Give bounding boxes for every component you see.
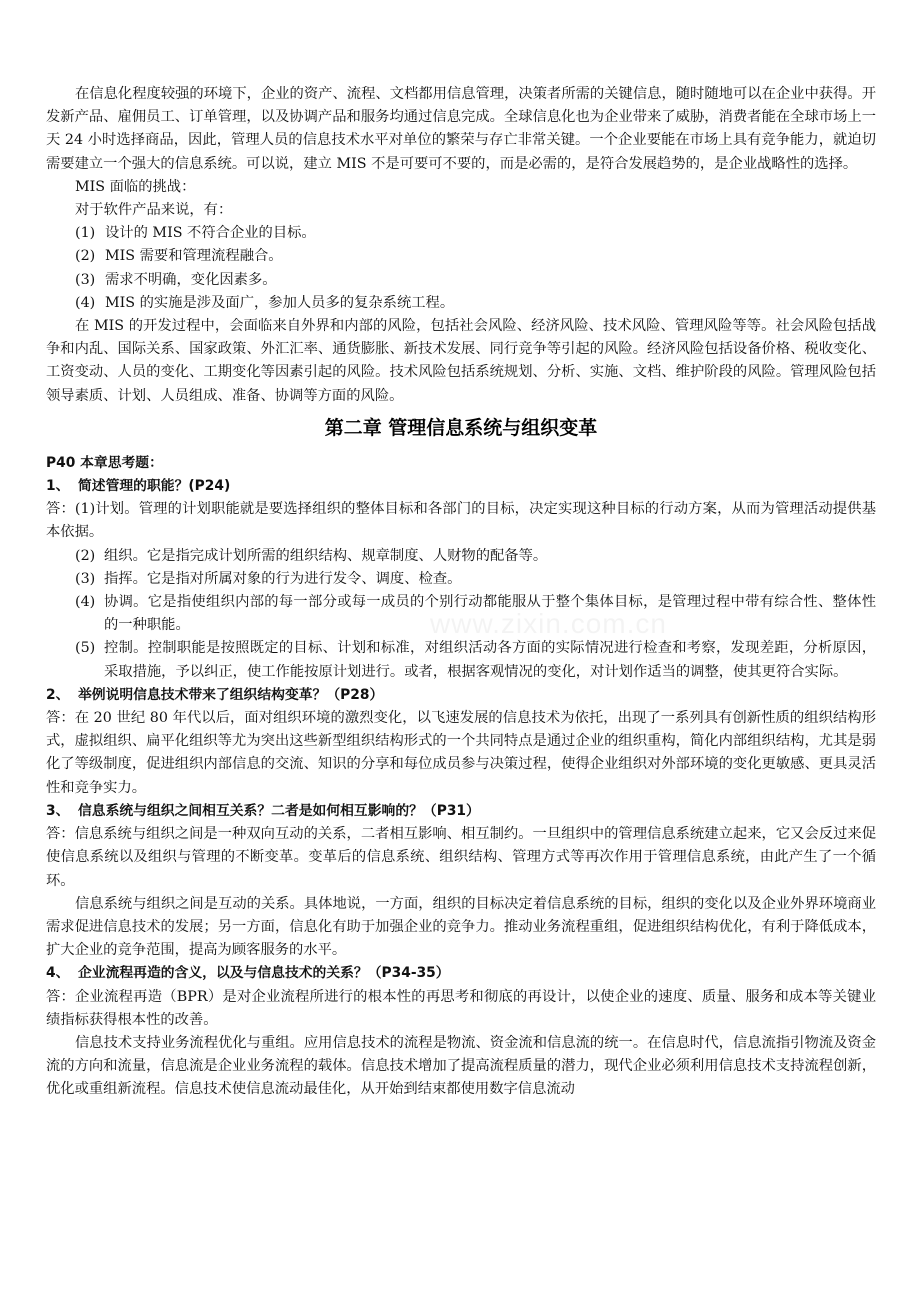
intro-paragraph: 在信息化程度较强的环境下，企业的资产、流程、文档都用信息管理，决策者所需的关键信息，随时随地可以在企业中获得。开发新产品、雇佣员工、订单管理，以及协调产品和服务均通过信息完成。全球信息化也为企业带来了威胁，消费者能在全球市场上一天 24 小时选择商品，因此，管理人员的信息技术水平对单位的繁荣与存亡非常关键。一个企业要能在市场上具有竞争能力，就迫切需要建立一个强大的信息系统。可以说，建立 MIS 不是可要可不要的，而是必需的，是符合发展趋势的，是企业战略性的选择。 xyxy=(46,86,876,172)
list-item xyxy=(46,545,876,568)
list-item xyxy=(46,269,876,292)
list-item-text: MIS 需要和管理流程融合。 xyxy=(105,248,283,265)
answer-3-text: 答：信息系统与组织之间是一种双向互动的关系，二者相互影响、相互制约。一旦组织中的管理信息系统建立起来，它又会反过来促使信息系统以及组织与管理的不断变革。变革后的信息系统、组织结构、管理方式等再次作用于管理信息系统，由此产生了一个循环。 xyxy=(46,826,876,889)
answer-3-paragraph-2: 信息系统与组织之间是互动的关系。具体地说，一方面，组织的目标决定着信息系统的目标，组织的变化以及企业外界环境商业需求促进信息技术的发展；另一方面，信息化有助于加强企业的竞争力。推动业务流程重组，促进组织结构优化，有利于降低成本，扩大企业的竞争范围，提高为顾客服务的水平。 xyxy=(46,895,876,959)
question-title: 企业流程再造的含义，以及与信息技术的关系？（P34-35） xyxy=(78,965,450,982)
list-item-text: MIS 的实施是涉及面广，参加人员多的复杂系统工程。 xyxy=(105,294,455,311)
document-page xyxy=(46,83,876,1102)
list-item-number: (4) xyxy=(75,594,96,611)
list-item-number: (3) xyxy=(75,570,96,587)
software-heading: 对于软件产品来说，有： xyxy=(75,202,233,219)
questions-heading: P40 本章思考题： xyxy=(46,454,163,471)
question-number: 1、 xyxy=(46,478,70,495)
list-item-text: 组织。它是指完成计划所需的组织结构、规章制度、人财物的配备等。 xyxy=(104,547,548,564)
list-item xyxy=(46,568,876,591)
list-item-number: (4) xyxy=(75,294,96,311)
question-title: 简述管理的职能？(P24) xyxy=(78,478,231,495)
answer-4-text: 答：企业流程再造（BPR）是对企业流程所进行的根本性的再思考和彻底的再设计，以使企业的速度、质量、服务和成本等关键业绩指标获得根本性的改善。 xyxy=(46,988,876,1028)
question-number: 2、 xyxy=(46,686,70,703)
question-title: 信息系统与组织之间相互关系？二者是如何相互影响的？（P31） xyxy=(78,802,480,819)
list-item-text: 指挥。它是指对所属对象的行为进行发令、调度、检查。 xyxy=(104,570,462,587)
answer-4-paragraph-2: 信息技术支持业务流程优化与重组。应用信息技术的流程是物流、资金流和信息流的统一。在信息时代，信息流指引物流及资金流的方向和流量，信息流是企业业务流程的载体。信息技术增加了提高流程质量的潜力，现代企业必须利用信息技术支持流程创新，优化或重组新流程。信息技术使信息流动最佳化，从开始到结束都使用数字信息流动 xyxy=(46,1034,876,1098)
list-item xyxy=(46,245,876,268)
challenge-heading: MIS 面临的挑战： xyxy=(75,178,196,195)
list-item-text: 设计的 MIS 不符合企业的目标。 xyxy=(105,225,316,242)
list-item-text: 需求不明确，变化因素多。 xyxy=(105,271,277,288)
question-1-heading xyxy=(46,475,876,498)
risk-paragraph: 在 MIS 的开发过程中，会面临来自外界和内部的风险，包括社会风险、经济风险、技术风险、管理风险等等。社会风险包括战争和内乱、国际关系、国家政策、外汇汇率、通货膨胀、新技术发展、同行竞争等引起的风险。经济风险包括设备价格、税收变化、工资变动、人员的变化、工期变化等因素引起的风险。技术风险包括系统规划、分析、实施、文档、维护阶段的风险。管理风险包括领导素质、计划、人员组成、准备、协调等方面的风险。 xyxy=(46,318,876,404)
list-item xyxy=(46,222,876,245)
list-item-text: 控制。控制职能是按照既定的目标、计划和标准，对组织活动各方面的实际情况进行检查和考察，发现差距，分析原因，采取措施，予以纠正，使工作能按原计划进行。或者，根据客观情况的变化，对计划作适当的调整，使其更符合实际。 xyxy=(104,640,876,680)
question-4-heading xyxy=(46,962,876,985)
answer-1-text: 答：(1)计划。管理的计划职能就是要选择组织的整体目标和各部门的目标，决定实现这种目标的行动方案，从而为管理活动提供基本依据。 xyxy=(46,501,876,541)
answer-2-text: 答：在 20 世纪 80 年代以后，面对组织环境的激烈变化，以飞速发展的信息技术为依托，出现了一系列具有创新性质的组织结构形式，虚拟组织、扁平化组织等尤为突出这些新型组织结构形式的一个共同特点是通过企业的组织重构，简化内部组织结构，尤其是弱化了等级制度，促进组织内部信息的交流、知识的分享和每位成员参与决策过程，使得企业组织对外部环境的变化更敏感、更具灵活性和竞争实力。 xyxy=(46,710,876,796)
list-item-number: (1) xyxy=(75,225,96,242)
list-item xyxy=(46,637,876,683)
list-item xyxy=(46,292,876,315)
list-item-number: (5) xyxy=(75,640,96,657)
list-item-number: (2) xyxy=(75,248,96,265)
question-3-heading xyxy=(46,800,876,823)
question-number: 4、 xyxy=(46,965,70,982)
list-item-number: (3) xyxy=(75,271,96,288)
chapter-title: 第二章 管理信息系统与组织变革 xyxy=(324,416,598,439)
question-number: 3、 xyxy=(46,802,70,819)
list-item-number: (2) xyxy=(75,547,96,564)
question-2-heading xyxy=(46,684,876,707)
list-item xyxy=(46,591,876,637)
list-item-text: 协调。它是指使组织内部的每一部分或每一成员的个别行动都能服从于整个集体目标，是管理过程中带有综合性、整体性的一种职能。 xyxy=(104,594,876,634)
question-title: 举例说明信息技术带来了组织结构变革？（P28） xyxy=(78,686,384,703)
